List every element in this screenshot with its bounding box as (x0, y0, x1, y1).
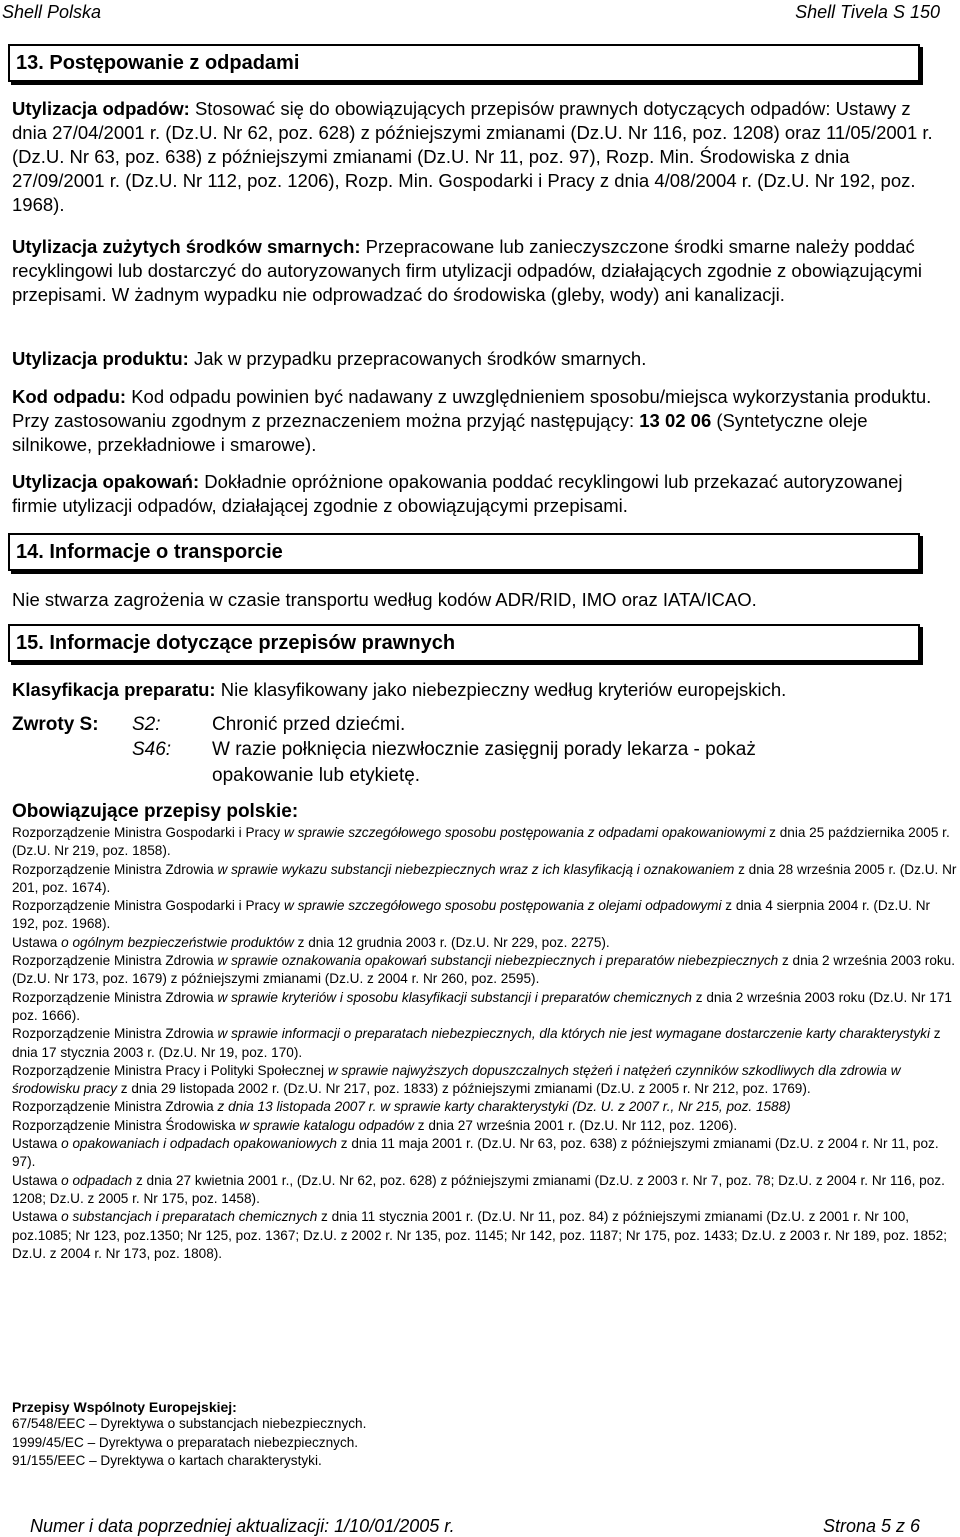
regulation-subject: w sprawie najwyższych dopuszczalnych stężeń i natężeń czynników szkodliwych dla zdrowia w środowisku pracy (12, 1062, 901, 1097)
section-13-title: 13. Postępowanie z odpadami (8, 44, 920, 82)
regulation-item (12, 1025, 957, 1062)
waste-code-paragraph (12, 385, 942, 457)
packaging-disposal-paragraph (12, 470, 942, 518)
product-disposal-text: Jak w przypadku przepracowanych środków smarnych. (188, 348, 647, 369)
regulation-issuer: Rozporządzenie Ministra Pracy i Polityki Społecznej (12, 1062, 328, 1078)
regulation-issuer: Rozporządzenie Ministra Zdrowia (12, 1099, 218, 1115)
regulation-item (12, 1135, 957, 1172)
packaging-disposal-text: Dokładnie opróżnione opakowania poddać recyklingowi lub przekazać autoryzowanej firmie utylizacji odpadów, działającej zgodnie z obowiązującymi przepisami. (12, 471, 903, 516)
used-lubricants-text: Przepracowane lub zanieczyszczone środki smarne należy poddać recyklingowi lub dostarczyć do autoryzowanych firm utylizacji odpadów, działających zgodnie z obowiązującymi przepisami. W żadnym wypadku nie odprowadzać do środowiska (gleby, wody) ani kanalizacji. (12, 236, 923, 305)
regulation-issuer: Rozporządzenie Ministra Zdrowia (12, 1026, 218, 1042)
footer-page-number: Strona 5 z 6 (822, 1516, 920, 1536)
regulation-subject: z dnia 13 listopada 2007 r. w sprawie karty charakterystyki (Dz. U. z 2007 r., Nr 215, poz. 1588) (217, 1099, 791, 1115)
waste-disposal-label: Utylizacja odpadów: (12, 98, 190, 119)
regulation-reference: z dnia 2 września 2003 roku (Dz.U. Nr 171 poz. 1666). (12, 989, 952, 1023)
regulation-issuer: Rozporządzenie Ministra Zdrowia (12, 861, 218, 877)
transport-text: Nie stwarza zagrożenia w czasie transportu według kodów ADR/RID, IMO oraz IATA/ICAO. (12, 589, 757, 610)
regulation-issuer: Ustawa (12, 1172, 62, 1188)
waste-code-text: Kod odpadu powinien być nadawany z uwzględnieniem sposobu/miejsca wykorzystania produktu. Przy zastosowaniu zgodnym z przeznaczeniem można przyjąć następujący: (12, 386, 932, 431)
product-disposal-paragraph (12, 347, 942, 371)
regulation-reference: z dnia 17 stycznia 2003 r. (Dz.U. Nr 19, poz. 170). (12, 1026, 941, 1060)
regulation-issuer: Ustawa (12, 1209, 62, 1225)
regulation-item (12, 952, 957, 989)
regulation-item (12, 824, 957, 861)
section-14-title: 14. Informacje o transporcie (8, 533, 920, 571)
regulation-item (12, 934, 957, 952)
eu-directive-item: 67/548/EEC – Dyrektywa o substancjach niebezpiecznych. (12, 1416, 367, 1431)
waste-code-label: Kod odpadu: (12, 386, 127, 407)
regulation-subject: w sprawie oznakowania opakowań substancji niebezpiecznych i preparatów niebezpiecznych (217, 953, 779, 969)
eu-directive-item: 1999/45/EC – Dyrektywa o preparatach niebezpiecznych. (12, 1434, 359, 1450)
used-lubricants-paragraph (12, 235, 942, 307)
regulation-subject: w sprawie szczegółowego sposobu postępowania z odpadami opakowaniowymi (284, 825, 766, 840)
polish-regulations-list (12, 824, 957, 1263)
regulation-item (12, 1172, 957, 1209)
classification-text: Nie klasyfikowany jako niebezpieczny według kryteriów europejskich. (215, 679, 787, 700)
eu-regulations-heading: Przepisy Wspólnoty Europejskiej: (12, 1399, 237, 1415)
regulation-subject: w sprawie kryteriów i sposobu klasyfikacji substancji i preparatów chemicznych (217, 989, 692, 1005)
regulation-reference: z dnia 28 września 2005 r. (Dz.U. Nr 201, poz. 1674). (12, 861, 957, 895)
regulation-issuer: Rozporządzenie Ministra Środowiska (12, 1117, 240, 1133)
product-disposal-label: Utylizacja produktu: (12, 348, 189, 369)
regulation-reference: z dnia 4 sierpnia 2004 r. (Dz.U. Nr 192, poz. 1968). (12, 898, 931, 932)
regulation-subject: o ogólnym bezpieczeństwie produktów (61, 934, 294, 950)
waste-disposal-paragraph (12, 97, 942, 217)
eu-regulations-list (12, 1415, 957, 1471)
regulation-issuer: Ustawa (12, 934, 62, 950)
regulation-reference: z dnia 27 września 2001 r. (Dz.U. Nr 112, poz. 1206). (413, 1117, 738, 1133)
section-15-title: 15. Informacje dotyczące przepisów prawnych (8, 624, 920, 662)
regulation-subject: w sprawie informacji o preparatach niebezpiecznych, dla których nie jest wymagane dostarczenie karty charakterystyki (217, 1026, 930, 1042)
regulation-subject: o odpadach (61, 1172, 133, 1188)
regulation-item (12, 897, 957, 934)
regulation-issuer: Rozporządzenie Ministra Zdrowia (12, 989, 218, 1005)
regulation-item (12, 1062, 957, 1099)
s2-code: S2: (132, 714, 161, 735)
regulation-reference: z dnia 27 kwietnia 2001 r., (Dz.U. Nr 62, poz. 628) z późniejszymi zmianami (Dz.U. z 2003 r. Nr 7, poz. 78; Dz.U. z 2004 r. Nr 116, poz. 1208; Dz.U. z 2005 r. Nr 175, poz. 1458). (12, 1172, 945, 1206)
polish-regulations-heading: Obowiązujące przepisy polskie: (12, 801, 299, 822)
regulation-subject: w sprawie szczegółowego sposobu postępowania z olejami odpadowymi (284, 898, 722, 914)
regulation-reference: z dnia 2 września 2003 roku. (Dz.U. Nr 173, poz. 1679) z późniejszymi zmianami (Dz.U. z 2004 r. Nr 260, poz. 2595). (12, 953, 956, 987)
regulation-issuer: Rozporządzenie Ministra Gospodarki i Pracy (12, 898, 284, 914)
classification-label: Klasyfikacja preparatu: (12, 679, 216, 700)
waste-disposal-text: Stosować się do obowiązujących przepisów prawnych dotyczących odpadów: Ustawy z dnia 27/04/2001 r. (Dz.U. Nr 62, poz. 628) z późniejszymi zmianami (Dz.U. Nr 116, poz. 1208) oraz 11/05/2001 r. (Dz.U. Nr 63, poz. 638) z późniejszymi zmianami (Dz.U. Nr 11, poz. 97), Rozp. Min. Środowiska z dnia 27/09/2001 r. (Dz.U. Nr 112, poz. 1206), Rozp. Min. Gospodarki i Pracy z dnia 4/08/2004 r. (Dz.U. Nr 192, poz. 1968). (12, 98, 933, 215)
regulation-subject: o opakowaniach i odpadach opakowaniowych (61, 1136, 337, 1152)
regulation-issuer: Ustawa (12, 1136, 62, 1152)
eu-directive-item: 91/155/EEC – Dyrektywa o kartach charakterystyki. (12, 1453, 322, 1468)
regulation-item (12, 989, 957, 1026)
regulation-item (12, 861, 957, 898)
packaging-disposal-label: Utylizacja opakowań: (12, 471, 200, 492)
waste-code-tail: (Syntetyczne oleje silnikowe, przekładniowe i smarowe). (12, 410, 868, 455)
regulation-subject: o substancjach i preparatach chemicznych (61, 1209, 318, 1225)
used-lubricants-label: Utylizacja zużytych środków smarnych: (12, 236, 361, 257)
s-phrases-label: Zwroty S: (12, 714, 99, 735)
header-product: Shell Tivela S 150 (795, 2, 940, 22)
s46-code: S46: (132, 739, 172, 760)
regulation-subject: w sprawie wykazu substancji niebezpiecznych wraz z ich klasyfikacją i oznakowaniem (217, 861, 735, 877)
regulation-item (12, 1208, 957, 1263)
regulation-reference: z dnia 12 grudnia 2003 r. (Dz.U. Nr 229, poz. 2275). (293, 934, 610, 950)
s2-text: Chronić przed dziećmi. (212, 714, 406, 735)
regulation-issuer: Rozporządzenie Ministra Gospodarki i Pracy (12, 825, 284, 840)
classification-paragraph (12, 678, 942, 702)
regulation-reference: z dnia 29 listopada 2002 r. (Dz.U. Nr 217, poz. 1833) z późniejszymi zmianami (Dz.U. z 2005 r. Nr 212, poz. 1769). (117, 1081, 811, 1097)
regulation-issuer: Rozporządzenie Ministra Zdrowia (12, 953, 218, 969)
regulation-subject: w sprawie katalogu odpadów (239, 1117, 414, 1133)
regulation-item (12, 1098, 957, 1116)
page-header (2, 2, 940, 24)
waste-code-value: 13 02 06 (639, 410, 712, 431)
regulation-reference: z dnia 11 stycznia 2001 r. (Dz.U. Nr 11, poz. 84) z późniejszymi zmianami (Dz.U. z 2001 r. Nr 100, poz.1085; Nr 123, poz.1350; Nr 125, poz. 1367; Dz.U. z 2002 r. Nr 135, poz. 1145; Nr 142, poz. 1187; Nr 175, poz. 1433; Dz.U. z 2003 r. Nr 189, poz. 1852; Dz.U. z 2004 r. Nr 173, poz. 1808). (12, 1209, 948, 1261)
footer-previous-update: Numer i data poprzedniej aktualizacji: 1/10/01/2005 r. (30, 1516, 455, 1536)
s46-text: W razie połknięcia niezwłocznie zasięgnij porady lekarza - pokaż opakowanie lub etykietę. (212, 739, 756, 786)
regulation-reference: z dnia 25 października 2005 r. (Dz.U. Nr 219, poz. 1858). (12, 825, 950, 859)
header-company: Shell Polska (2, 2, 102, 22)
regulation-reference: z dnia 11 maja 2001 r. (Dz.U. Nr 63, poz. 638) z późniejszymi zmianami (Dz.U. z 2004 r. Nr 11, poz. 97). (12, 1136, 939, 1170)
regulation-item (12, 1117, 957, 1135)
